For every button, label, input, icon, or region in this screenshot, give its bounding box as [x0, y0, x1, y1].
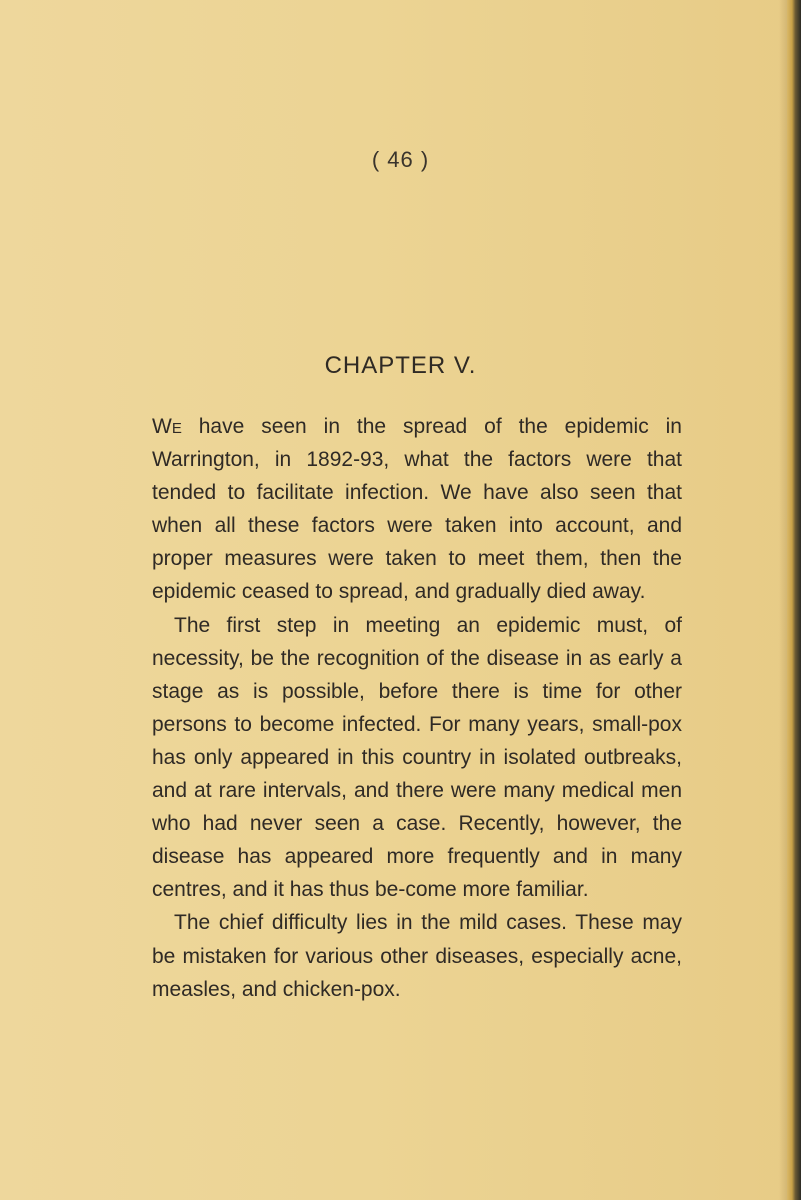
paragraph-2	[152, 609, 682, 907]
paragraph-1-text: have seen in the spread of the epidemic in Warrington, in 1892-93, what the factors were that tended to facilitate infection. We have also seen that when all these factors were taken into account, and proper measures were taken to meet them, then the epidemic ceased to spread, and gradually died away.	[152, 415, 682, 604]
page-number: ( 46 )	[371, 147, 430, 172]
paragraph-3	[152, 906, 682, 1005]
paragraph-1	[152, 410, 682, 609]
page-edge-shadow	[779, 0, 787, 1200]
paragraph-2-text: The first step in meeting an epidemic must, of necessity, be the recognition of the disease in as early a stage as is possible, before there is time for other persons to become infected. For many years, small-pox has only appeared in this country in isolated outbreaks, and at rare intervals, and there were many medical men who had never seen a case. Recently, however, the disease has appeared more frequently and in many centres, and it has thus be-come more familiar.	[152, 613, 682, 902]
page-edge	[787, 0, 801, 1200]
paragraph-3-text: The chief difficulty lies in the mild cases. These may be mistaken for various other diseases, especially acne, measles, and chicken-pox.	[152, 911, 682, 1001]
chapter-heading: CHAPTER V.	[324, 352, 477, 379]
paragraph-lead-word: We	[152, 415, 182, 438]
body-text	[152, 410, 682, 1006]
